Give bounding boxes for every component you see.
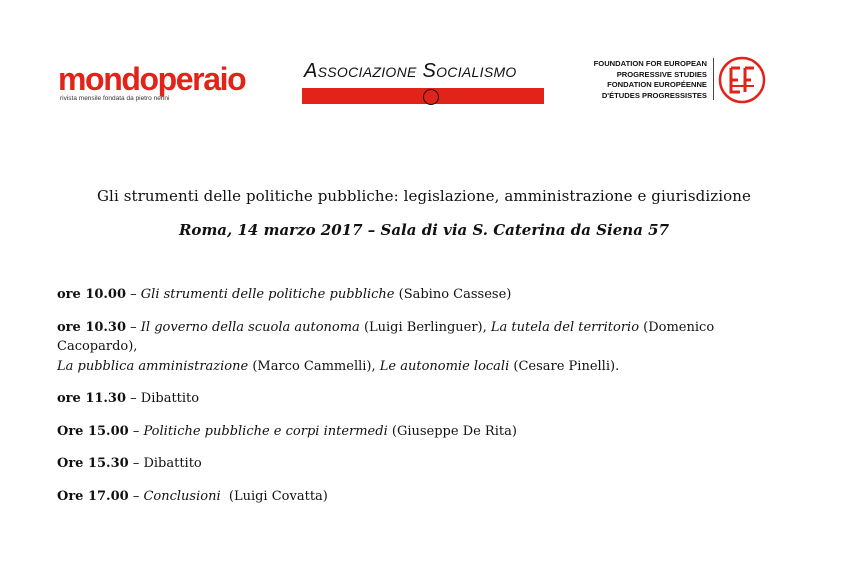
mondoperaio-wordmark: mondoperaio xyxy=(58,61,246,97)
program-speaker: (Giuseppe De Rita) xyxy=(387,423,517,439)
feps-line: FONDATION EUROPÉENNE xyxy=(607,80,707,90)
header-logos xyxy=(0,0,848,120)
program-speaker: (Luigi Berlinguer), xyxy=(359,319,491,335)
event-title: Gli strumenti delle politiche pubbliche: legislazione, amministrazione e giurisdizione xyxy=(96,187,752,205)
program-speaker: (Sabino Cassese) xyxy=(394,287,512,302)
program-time: ore 10.00 xyxy=(57,287,127,302)
program-time: Ore 15.30 xyxy=(57,456,129,471)
program-topic: La pubblica amministrazione xyxy=(57,358,249,374)
feps-line: PROGRESSIVE STUDIES xyxy=(616,69,707,79)
mondoperaio-tagline: rivista mensile fondata da pietro nenni xyxy=(60,95,170,102)
feps-text xyxy=(585,59,707,101)
program-topic: Il governo della scuola autonoma xyxy=(140,319,360,335)
associazione-circle-icon xyxy=(423,89,439,105)
program-item: Ore 17.00 – Conclusioni (Luigi Covatta) xyxy=(57,488,328,504)
program-time: ore 11.30 xyxy=(57,391,127,406)
program-item xyxy=(57,454,797,474)
associazione-wordmark: Associazione Socialismo xyxy=(304,60,517,82)
program-list xyxy=(57,285,797,506)
program-speaker: (Cesare Pinelli). xyxy=(509,358,620,374)
program-text: – Dibattito xyxy=(126,391,200,406)
program-item: ore 10.00 – Gli strumenti delle politiche pubbliche (Sabino Cassese) xyxy=(57,287,512,302)
feps-line: FOUNDATION FOR EUROPEAN xyxy=(593,59,707,68)
program-text: – Dibattito xyxy=(128,456,202,471)
program-topic: La tutela del territorio xyxy=(490,319,640,335)
program-item: ore 10.30 – Il governo della scuola autonoma (Luigi Berlinguer), La tutela del territorio (Domenico Cacopardo), La pubblica amministrazione (Marco Cammelli), Le autonomie locali (Cesare Pinelli). xyxy=(57,319,715,374)
feps-emblem-icon xyxy=(718,56,766,104)
feps-divider xyxy=(713,58,714,100)
program-topic: Le autonomie locali xyxy=(379,358,510,374)
program-time: Ore 15.00 xyxy=(57,423,129,439)
mondoperaio-logo xyxy=(58,62,245,102)
program-topic: Gli strumenti delle politiche pubbliche xyxy=(140,287,395,302)
program-speaker: (Marco Cammelli), xyxy=(248,358,380,374)
program-item xyxy=(57,389,797,409)
associazione-socialismo-logo xyxy=(302,58,544,108)
program-speaker: (Luigi Covatta) xyxy=(220,488,328,504)
program-topic: Politiche pubbliche e corpi intermedi xyxy=(143,423,388,439)
program-time: ore 10.30 xyxy=(57,319,127,335)
event-subtitle: Roma, 14 marzo 2017 – Sala di via S. Caterina da Siena 57 xyxy=(178,221,670,239)
program-speaker: (Domenico Cacopardo), xyxy=(57,319,715,354)
feps-line: D'ÉTUDES PROGRESSISTES xyxy=(601,90,707,100)
program-topic: Conclusioni xyxy=(143,488,221,504)
program-time: Ore 17.00 xyxy=(57,488,129,504)
program-item: Ore 15.00 – Politiche pubbliche e corpi intermedi (Giuseppe De Rita) xyxy=(57,423,517,439)
